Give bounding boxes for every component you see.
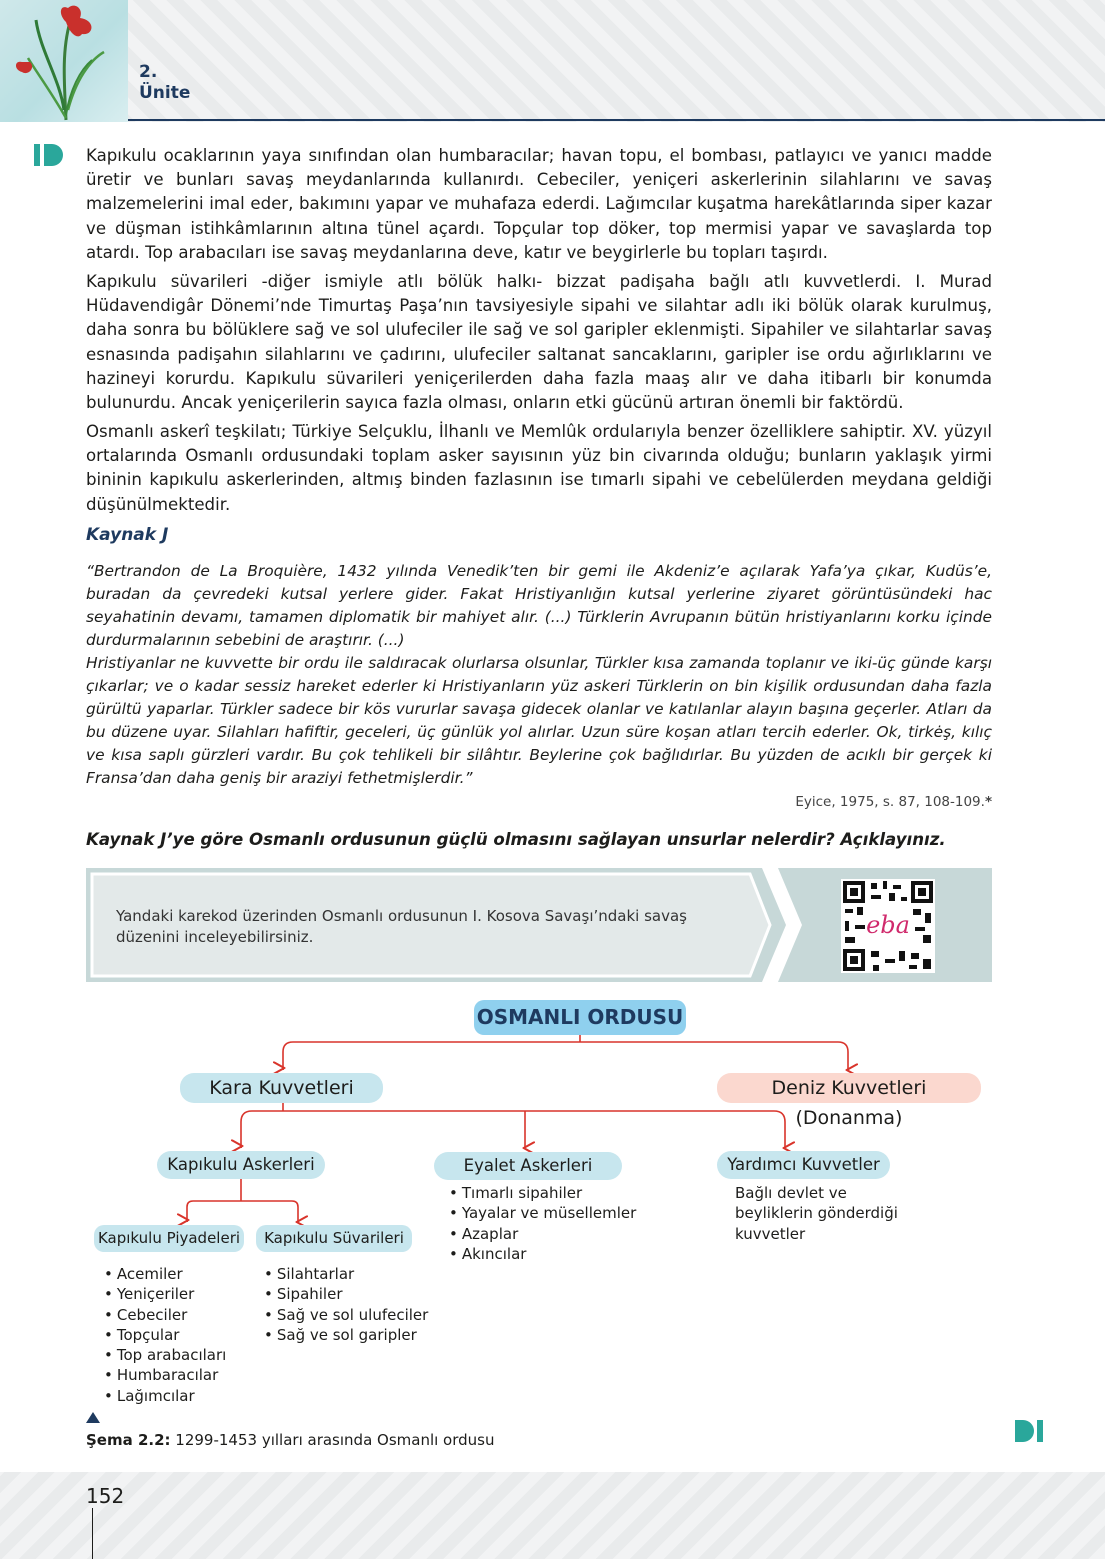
list-item: • Sağ ve sol garipler xyxy=(264,1325,428,1345)
list-item: • Yeniçeriler xyxy=(104,1284,226,1304)
list-item: • Acemiler xyxy=(104,1264,226,1284)
list-item: • Sağ ve sol ulufeciler xyxy=(264,1305,428,1325)
node-osmanli-ordusu: OSMANLI ORDUSU xyxy=(474,1000,686,1035)
caption-text: 1299-1453 yılları arasında Osmanlı ordusu xyxy=(170,1431,495,1449)
footer-pattern xyxy=(0,1472,1105,1559)
unit-number: 2. xyxy=(139,62,158,82)
paragraph-2: Kapıkulu süvarileri -diğer ismiyle atlı bölük halkı- bizzat padişaha bağlı atlı kuvvetlerdi. I. Murad Hüdavendigâr Dönemi’nde Timurtaş Paşa’nın tavsiyesiyle sipahi ve silahtar adlı iki bölük olarak kurulmuş, daha sonra bu bölüklere sağ ve sol ulufeciler ile sağ ve sol garipler eklenmişti. Sipahiler ve silahtarlar savaş esnasında padişahın silahlarını ve çadırını, ulufeciler saltanat sancaklarını, garipler ise ordu ağırlıklarını ve hazineyi korurdu. Kapıkulu süvarileri yeniçerilerden daha fazla maaş alır ve daha itibarlı bir konumda bulunurdu. Ancak yeniçerilerin sayıca fazla olması, onların etki gücünü artıran önemli bir faktördü. xyxy=(86,272,992,413)
list-eyalet xyxy=(449,1183,636,1264)
source-quote-part-1: “Bertrandon de La Broquière, 1432 yılında Venedik’ten bir gemi ile Akdeniz’e açılarak Yafa’ya çıkar, Kudüs’e, buradan da çevredeki kutsal yerlere gider. Fakat Hristiyanlığın kutsal yerlerine ziyaret görüntüsündeki hac seyahatinin devamı, tamamen diplomatik bir mahiyet alır. (...) Türklerin Avrupanın bütün hristiyanlarını korku içinde durdurmalarının sebebini de araştırır. (...) xyxy=(86,562,992,649)
eba-logo-text: eba xyxy=(866,911,910,939)
node-eyalet-askerleri: Eyalet Askerleri xyxy=(434,1152,622,1180)
list-item: • Top arabacıları xyxy=(104,1345,226,1365)
node-kara-kuvvetleri: Kara Kuvvetleri xyxy=(180,1073,383,1103)
citation-text: Eyice, 1975, s. 87, 108-109. xyxy=(795,794,985,810)
list-item: • Lağımcılar xyxy=(104,1386,226,1406)
list-item: • Tımarlı sipahiler xyxy=(449,1183,636,1203)
node-kapikulu-piyadeleri: Kapıkulu Piyadeleri xyxy=(94,1225,244,1252)
list-item: • Akıncılar xyxy=(449,1244,636,1264)
node-yardimci-kuvvetler: Yardımcı Kuvvetler xyxy=(717,1151,890,1179)
end-marker-icon xyxy=(1015,1420,1043,1442)
source-title: Kaynak J xyxy=(86,525,169,545)
node-kapikulu-askerleri: Kapıkulu Askerleri xyxy=(157,1151,325,1179)
list-item: • Sipahiler xyxy=(264,1284,428,1304)
list-suvari xyxy=(264,1264,428,1345)
list-item: • Topçular xyxy=(104,1325,226,1345)
caption-triangle-icon xyxy=(86,1412,100,1423)
figure-caption xyxy=(86,1431,495,1449)
unit-word: Ünite xyxy=(139,83,191,103)
node-kapikulu-suvarileri: Kapıkulu Süvarileri xyxy=(256,1225,412,1252)
caption-label: Şema 2.2: xyxy=(86,1431,171,1449)
paragraph-1: Kapıkulu ocaklarının yaya sınıfından olan humbaracılar; havan topu, el bombası, patlayıcı ve yanıcı madde üretir ve bunları savaş meydanlarında kullanırdı. Cebeciler, yeniçeri askerlerinin silahlarını ve savaş malzemelerini imal eder, bakımını yapar ve muhafaza ederdi. Lağımcılar kuşatma harekâtlarında siper kazar ve düşman istihkâmlarının altına tünel açardı. Topçular top döker, top mermisi yapar ve savaşlarda top atardı. Top arabacıları ise savaş meydanlarına deve, katır ve beygirlerle bu topları taşırdı. xyxy=(86,146,992,262)
node-deniz-kuvvetleri: Deniz Kuvvetleri (Donanma) xyxy=(717,1073,981,1103)
qr-note-text: Yandaki karekod üzerinden Osmanlı ordusunun I. Kosova Savaşı’ndaki savaş düzenini inceleyebilirsiniz. xyxy=(116,907,687,946)
list-item: • Humbaracılar xyxy=(104,1365,226,1385)
question: Kaynak J’ye göre Osmanlı ordusunun güçlü olmasını sağlayan unsurlar nelerdir? Açıklayınız. xyxy=(86,830,946,849)
list-item: • Azaplar xyxy=(449,1224,636,1244)
page-number: 152 xyxy=(86,1484,125,1508)
list-item: • Silahtarlar xyxy=(264,1264,428,1284)
paragraph-3: Osmanlı askerî teşkilatı; Türkiye Selçuklu, İlhanlı ve Memlûk ordularıyla benzer özelliklere sahiptir. XV. yüzyıl ortalarında Osmanlı ordusundaki toplam asker sayısının yüz bin civarında olduğu; bunların yaklaşık yirmi bininin kapıkulu askerlerinden, altmış binden fazlasının ise tımarlı sipahi ve cebelülerden meydana geldiği düşünülmektedir. xyxy=(86,422,992,514)
list-item: • Cebeciler xyxy=(104,1305,226,1325)
page-number-rule xyxy=(92,1508,93,1559)
source-quote-part-2: Hristiyanlar ne kuvvette bir ordu ile saldıracak olurlarsa olsunlar, Türkler kısa zamanda toplanır ve iki-üç günde karşı çıkarlar; ve o kadar sessiz hareket ederler ki Hristiyanların yüz askeri Türklerin on bin kişilik ordusundan daha fazla gürültü yaparlar. Türkler sadece bir kös vururlar savaşa gidecek olanlar ve katılanlar alayın başına geçerler. Atları da bu düzene uyar. Silahları hafiftir, geceleri, üç günlük yol alırlar. Uzun süre koşan atları tercih ederler. Ok, tirkėş, kılıç ve kısa saplı gürzleri vardır. Bu çok tehlikeli bir silâhtır. Beylerine çok bağlıdırlar. Bu yüzden de acıklı bir gerçek ki Fransa’dan daha geniş bir araziyi fethetmişlerdir.” xyxy=(86,654,992,787)
citation-mark: * xyxy=(984,794,992,810)
list-item: • Yayalar ve müsellemler xyxy=(449,1203,636,1223)
yardimci-description: Bağlı devlet ve beyliklerin gönderdiği kuvvetler xyxy=(735,1184,898,1243)
list-piyade xyxy=(104,1264,226,1406)
